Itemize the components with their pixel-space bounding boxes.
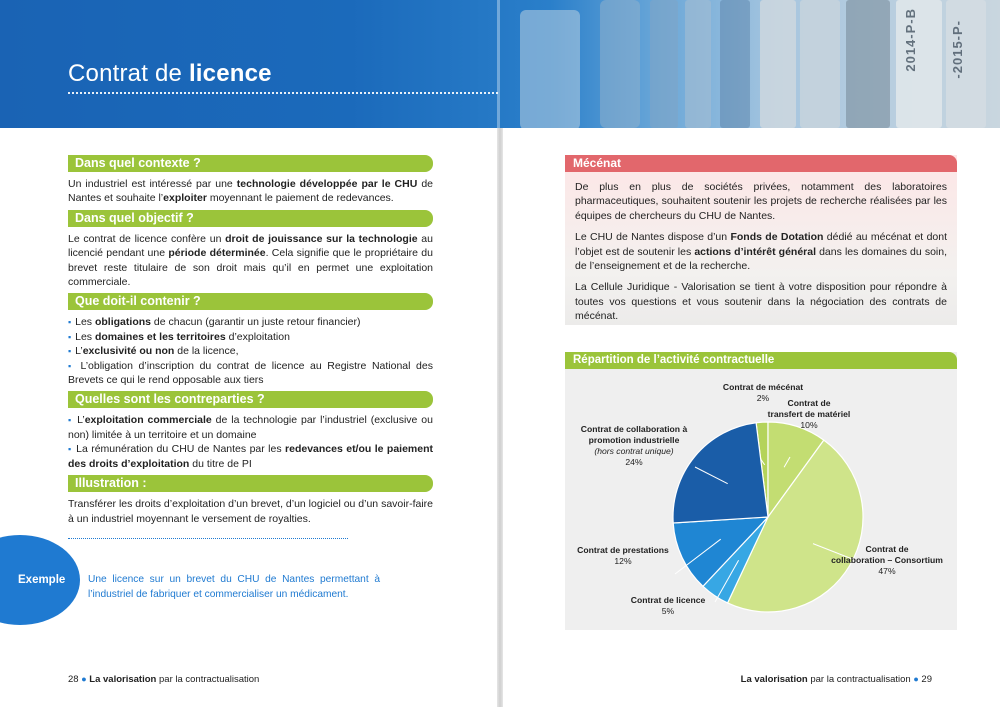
section-heading-context: Dans quel contexte ?: [68, 155, 433, 172]
objective-paragraph: Le contrat de licence confère un droit de jouissance sur la technologie au licencié pendant une période déterminée. Cela signifie que le propriétaire du brevet reste titulaire de son droit mais qu’il en permet une exploitation commerciale.: [68, 232, 433, 289]
footer-right: La valorisation par la contractualisation ● 29: [740, 674, 932, 685]
chart-panel: [565, 352, 957, 630]
example-text: Une licence sur un brevet du CHU de Nantes permettant à l’industriel de fabriquer et commercialiser un médicament.: [88, 574, 380, 600]
label-mecenat: Contrat de mécénat 2%: [722, 382, 804, 403]
example-label: Exemple: [18, 574, 66, 586]
page-fold: [497, 0, 500, 128]
list-item: ▪ Les domaines et les territoires d’exploitation: [68, 330, 290, 343]
label-prestations: Contrat de prestations 12%: [577, 545, 669, 566]
page-gutter: [497, 128, 503, 707]
title-underline: [68, 92, 498, 94]
list-item: ▪ Les obligations de chacun (garantir un juste retour financier): [68, 316, 361, 329]
mecenat-paragraph-3: La Cellule Juridique - Valorisation se tient à votre disposition pour répondre à toutes vos questions et vous soutenir dans la négociation des contrats de mécénat.: [575, 281, 947, 323]
section-heading-illustration: Illustration :: [68, 475, 433, 492]
separator-dotted: [68, 538, 348, 539]
list-item: ▪ L’obligation d’inscription du contrat de licence au Registre National des Brevets ce qui le rend opposable aux tiers: [68, 359, 433, 387]
binder-label: 2014-P-B: [903, 8, 918, 72]
mecenat-paragraph-1: De plus en plus de sociétés privées, notamment des laboratoires pharmaceutiques, souhaitent soutenir les projets de recherche réalisées par les équipes de chercheurs du CHU de Nantes.: [575, 181, 947, 222]
context-paragraph: Un industriel est intéressé par une technologie développée par le CHU de Nantes et souhaite l’exploiter moyennant le paiement de redevances.: [68, 178, 433, 205]
list-item: ▪ L’exploitation commerciale de la technologie par l’industriel (exclusive ou non) limitée à un territoire et un domaine: [68, 414, 433, 441]
label-collaboration-industrielle: Contrat de collaboration à promotion industrielle (hors contrat unique) 24%: [580, 424, 688, 467]
list-item: ▪ L’exclusivité ou non de la licence,: [68, 345, 239, 358]
left-page-content: [68, 155, 433, 530]
mecenat-box: [565, 155, 957, 325]
page-title: Contrat de licence: [68, 60, 272, 87]
label-collaboration-consortium: Contrat de collaboration – Consortium 47%: [831, 544, 943, 576]
section-heading-content: Que doit-il contenir ?: [68, 293, 433, 310]
section-heading-objective: Dans quel objectif ?: [68, 210, 433, 227]
mecenat-heading: Mécénat: [565, 155, 957, 172]
label-transfert: Contrat de transfert de matériel 10%: [767, 398, 851, 430]
footer-left: 28 ● La valorisation par la contractualisation: [68, 674, 260, 685]
section-heading-counterparts: Quelles sont les contreparties ?: [68, 391, 433, 408]
pie-chart: [565, 369, 957, 630]
illustration-paragraph: Transférer les droits d’exploitation d’un brevet, d’un logiciel ou d’un savoir-faire à un industriel moyennant le versement de royalties.: [68, 498, 433, 525]
list-item: ▪ La rémunération du CHU de Nantes par les redevances et/ou le paiement des droits d’exploitation du titre de PI: [68, 443, 433, 470]
binder-label: -2015-P-: [950, 20, 965, 79]
label-licence: Contrat de licence 5%: [630, 595, 706, 616]
mecenat-paragraph-2: Le CHU de Nantes dispose d’un Fonds de Dotation dédié au mécénat et dont l’objet est de soutenir les actions d’intérêt général dans les domaines du soin, de l’enseignement et de la recherche.: [575, 231, 947, 273]
header-banner: [0, 0, 1000, 128]
chart-heading: Répartition de l’activité contractuelle: [565, 352, 957, 369]
